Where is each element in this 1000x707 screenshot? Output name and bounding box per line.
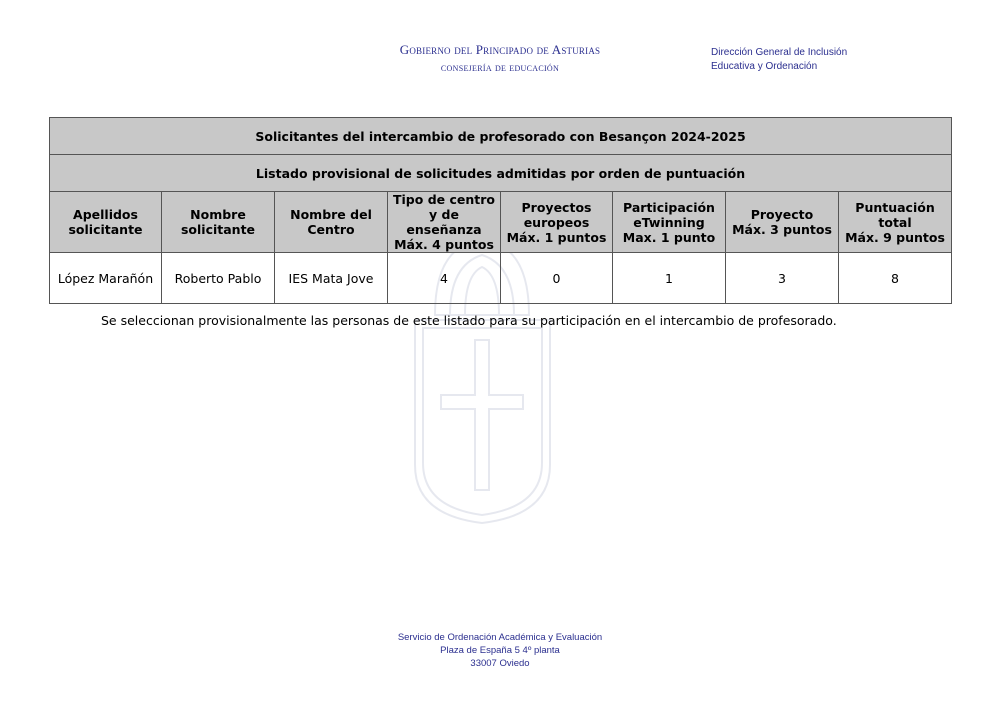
footer-city: 33007 Oviedo bbox=[470, 658, 530, 669]
header-apellidos: Apellidos solicitante bbox=[50, 192, 162, 253]
table-subtitle: Listado provisional de solicitudes admitidas por orden de puntuación bbox=[50, 155, 952, 192]
cell-proyecto: 3 bbox=[726, 253, 839, 304]
header-proyecto: Proyecto Máx. 3 puntos bbox=[726, 192, 839, 253]
selection-note: Se seleccionan provisionalmente las personas de este listado para su participación en el intercambio de profesorado. bbox=[101, 313, 837, 328]
cell-tipo-centro: 4 bbox=[388, 253, 501, 304]
header-proyectos-europeos: Proyectos europeos Máx. 1 puntos bbox=[501, 192, 613, 253]
header-centro: Nombre del Centro bbox=[275, 192, 388, 253]
direction-line-2: Educativa y Ordenación bbox=[711, 61, 818, 72]
header-tipo-centro: Tipo de centro y de enseñanza Máx. 4 puntos bbox=[388, 192, 501, 253]
cell-apellidos: López Marañón bbox=[50, 253, 162, 304]
header-etwinning: Participación eTwinning Max. 1 punto bbox=[613, 192, 726, 253]
cell-nombre: Roberto Pablo bbox=[162, 253, 275, 304]
direction-header bbox=[711, 46, 911, 74]
cell-etwinning: 1 bbox=[613, 253, 726, 304]
header-puntuacion-total: Puntuación total Máx. 9 puntos bbox=[839, 192, 952, 253]
cell-proyectos-europeos: 0 bbox=[501, 253, 613, 304]
footer-street: Plaza de España 5 4º planta bbox=[440, 645, 560, 656]
footer-service: Servicio de Ordenación Académica y Evaluación bbox=[397, 632, 603, 643]
table-header-row bbox=[50, 192, 952, 253]
government-name: Gobierno del Principado de Asturias bbox=[399, 42, 601, 57]
direction-line-1: Dirección General de Inclusión bbox=[711, 47, 848, 58]
cell-puntuacion-total: 8 bbox=[839, 253, 952, 304]
footer-address bbox=[350, 631, 650, 670]
applicants-table bbox=[49, 117, 952, 304]
department-name: consejería de educación bbox=[440, 62, 560, 74]
header-nombre: Nombre solicitante bbox=[162, 192, 275, 253]
table-row bbox=[50, 253, 952, 304]
government-header bbox=[360, 42, 640, 74]
table-title: Solicitantes del intercambio de profesorado con Besançon 2024-2025 bbox=[50, 118, 952, 155]
cell-centro: IES Mata Jove bbox=[275, 253, 388, 304]
